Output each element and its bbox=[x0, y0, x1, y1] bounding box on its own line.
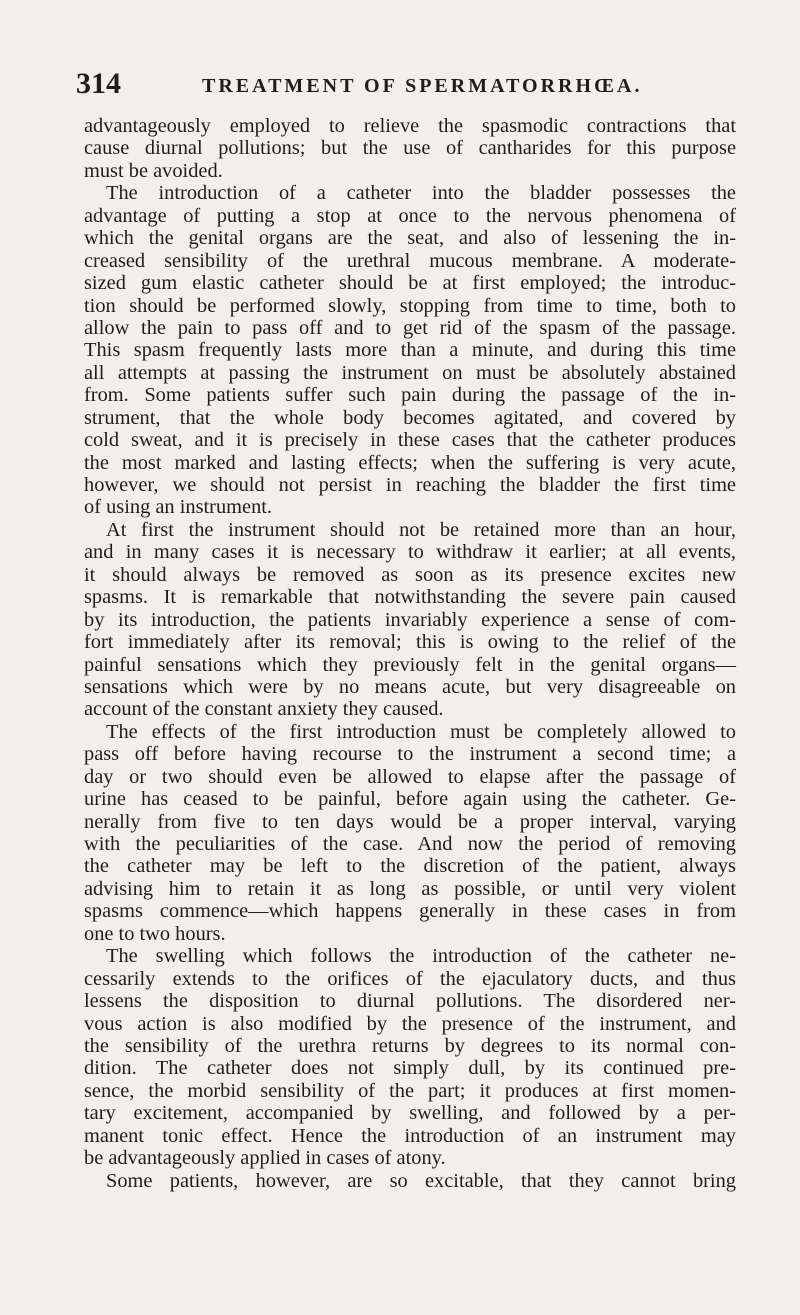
text-line: it should always be removed as soon as its presence excites new bbox=[84, 563, 736, 586]
text-line: from. Some patients suffer such pain during the passage of the in- bbox=[84, 384, 736, 407]
body-text bbox=[84, 115, 736, 1192]
text-line: day or two should even be allowed to elapse after the passage of bbox=[84, 765, 736, 788]
text-line: urine has ceased to be painful, before again using the catheter. Ge- bbox=[84, 788, 736, 811]
text-line: This spasm frequently lasts more than a minute, and during this time bbox=[84, 339, 736, 362]
text-line: sized gum elastic catheter should be at first employed; the introduc- bbox=[84, 272, 736, 295]
text-line: Some patients, however, are so excitable, that they cannot bring bbox=[106, 1169, 736, 1192]
text-line: The introduction of a catheter into the bladder possesses the bbox=[106, 182, 736, 205]
text-line: of using an instrument. bbox=[84, 496, 273, 519]
text-line: account of the constant anxiety they caused. bbox=[84, 698, 444, 721]
text-line: dition. The catheter does not simply dull, by its continued pre- bbox=[84, 1057, 736, 1080]
text-line: which the genital organs are the seat, and also of lessening the in- bbox=[84, 227, 736, 250]
text-line: The swelling which follows the introduction of the catheter ne- bbox=[106, 945, 736, 968]
text-line: cold sweat, and it is precisely in these cases that the catheter produces bbox=[84, 429, 736, 452]
running-title: TREATMENT OF SPERMATORRHŒA. bbox=[202, 75, 643, 97]
text-line: and in many cases it is necessary to withdraw it earlier; at all events, bbox=[84, 541, 736, 564]
text-line: the sensibility of the urethra returns by degrees to its normal con- bbox=[84, 1034, 736, 1057]
text-line: be advantageously applied in cases of atony. bbox=[84, 1147, 446, 1170]
text-line: must be avoided. bbox=[84, 159, 223, 182]
text-line: strument, that the whole body becomes agitated, and covered by bbox=[84, 406, 736, 429]
text-line: advantageously employed to relieve the spasmodic contractions that bbox=[84, 115, 736, 137]
text-line: one to two hours. bbox=[84, 922, 226, 945]
text-line: advising him to retain it as long as possible, or until very violent bbox=[84, 877, 736, 900]
text-line: tion should be performed slowly, stopping from time to time, both to bbox=[84, 294, 736, 317]
text-line: allow the pain to pass off and to get rid of the spasm of the passage. bbox=[84, 316, 736, 339]
text-line: all attempts at passing the instrument on must be absolutely abstained bbox=[84, 361, 736, 384]
text-line: At first the instrument should not be retained more than an hour, bbox=[106, 518, 736, 541]
text-line: cause diurnal pollutions; but the use of cantharides for this purpose bbox=[84, 137, 736, 160]
text-line: the most marked and lasting effects; when the suffering is very acute, bbox=[84, 451, 736, 474]
text-line: spasms commence—which happens generally in these cases in from bbox=[84, 900, 736, 923]
text-line: sence, the morbid sensibility of the part; it produces at first momen- bbox=[84, 1079, 736, 1102]
text-line: creased sensibility of the urethral mucous membrane. A moderate- bbox=[84, 249, 736, 272]
text-line: The effects of the first introduction must be completely allowed to bbox=[106, 720, 736, 743]
text-line: manent tonic effect. Hence the introduction of an instrument may bbox=[84, 1124, 736, 1147]
text-line: however, we should not persist in reaching the bladder the first time bbox=[84, 474, 736, 496]
text-line: sensations which were by no means acute, but very disagreeable on bbox=[84, 675, 736, 698]
text-line: nerally from five to ten days would be a proper interval, varying bbox=[84, 810, 736, 833]
text-line: by its introduction, the patients invariably experience a sense of com- bbox=[84, 608, 736, 631]
text-line: spasms. It is remarkable that notwithstanding the severe pain caused bbox=[84, 586, 736, 609]
text-line: advantage of putting a stop at once to the nervous phenomena of bbox=[84, 204, 736, 227]
text-line: pass off before having recourse to the instrument a second time; a bbox=[84, 743, 736, 766]
text-line: the catheter may be left to the discretion of the patient, always bbox=[84, 855, 736, 878]
text-line: fort immediately after its removal; this is owing to the relief of the bbox=[84, 631, 736, 654]
text-line: tary excitement, accompanied by swelling, and followed by a per- bbox=[84, 1102, 736, 1125]
text-line: vous action is also modified by the presence of the instrument, and bbox=[84, 1012, 736, 1035]
text-line: lessens the disposition to diurnal pollutions. The disordered ner- bbox=[84, 990, 736, 1013]
text-line: painful sensations which they previously felt in the genital organs— bbox=[84, 653, 736, 676]
running-head bbox=[76, 64, 726, 104]
text-line: with the peculiarities of the case. And now the period of removing bbox=[84, 833, 736, 855]
page-number: 314 bbox=[76, 67, 121, 100]
text-line: cessarily extends to the orifices of the ejaculatory ducts, and thus bbox=[84, 967, 736, 990]
